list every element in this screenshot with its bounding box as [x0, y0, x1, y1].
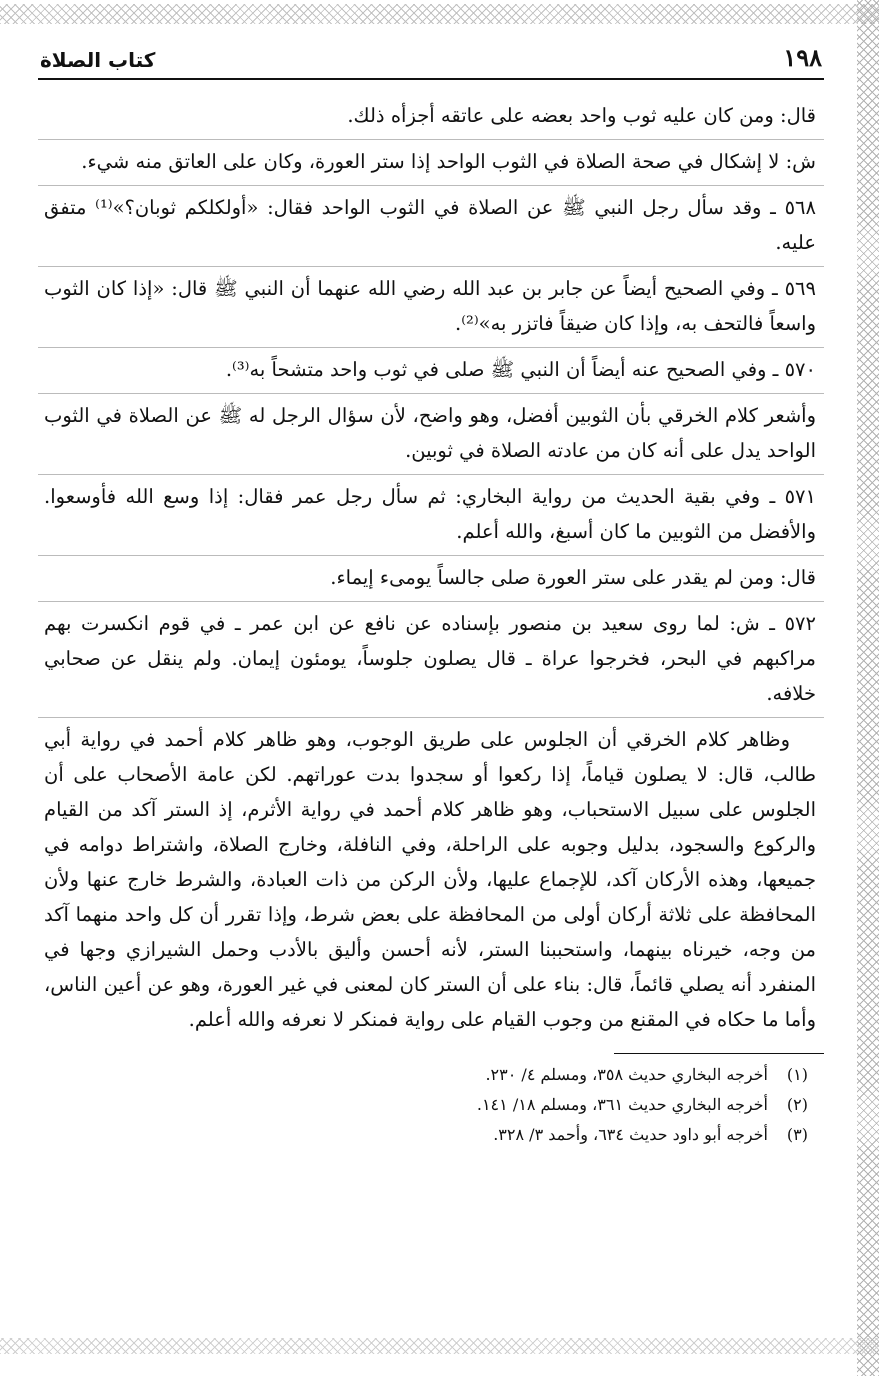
footnote-number: (١)	[786, 1065, 808, 1084]
decorative-bottom-border	[0, 1338, 879, 1354]
paragraph-hadith-571: ٥٧١ ـ وفي بقية الحديث من رواية البخاري: ثم سأل رجل عمر فقال: إذا وسع الله فأوسعوا. والأفضل من الثوبين ما كان أسبغ، والله أعلم.	[38, 474, 824, 555]
paragraph-hadith-568: ٥٦٨ ـ وقد سأل رجل النبي ﷺ عن الصلاة في الثوب الواحد فقال: «أولكلكم ثوبان؟»⁽¹⁾ متفق عليه.	[38, 185, 824, 266]
footnote-item	[38, 1060, 824, 1090]
footnote-number: (٢)	[786, 1095, 808, 1114]
book-page	[38, 40, 824, 1150]
book-title: كتاب الصلاة	[40, 48, 156, 72]
footnote-separator	[614, 1053, 824, 1054]
footnote-text: أخرجه أبو داود حديث ٦٣٤، وأحمد ٣/ ٣٢٨.	[493, 1125, 768, 1144]
paragraph-commentary-single-garment: ش: لا إشكال في صحة الصلاة في الثوب الواحد إذا ستر العورة، وكان على العاتق منه شيء.	[38, 139, 824, 185]
paragraph-discussion: وظاهر كلام الخرقي أن الجلوس على طريق الوجوب، وهو ظاهر كلام أحمد في رواية أبي طالب، قال: لا يصلون قياماً، إذا ركعوا أو سجدوا بدت عوراتهم. لكن عامة الأصحاب على أن الجلوس على سبيل الاستحباب، وهو ظاهر كلام أحمد في رواية الأثرم، إذ الستر آكد من القيام والركوع والسجود، بدليل وجوبه على الراحلة، وفي النافلة، وخارج الصلاة، واشتراط دوامه في جميعها، وهذه الأركان آكد، للإجماع عليها، ولأن الركن من ذات العبادة، والشرط خارج عنها ولأن المحافظة على ثلاثة أركان أولى من المحافظة على بعض شرط، وإذا تقرر أن كل واحد منهما آكد من وجه، خيرناه بينهما، واستحببنا الستر، لأنه أحسن وأليق بالأدب وحمل الشيرازي وجها في المنفرد أنه يصلي قائماً، قال: بناء على أن الستر كان لمعنى في غير العورة، وهو عن أعين الناس، وأما ما حكاه في المقنع من وجوب القيام على رواية فمنكر لا نعرفه والله أعلم.	[38, 717, 824, 1043]
page-header	[38, 40, 824, 80]
paragraph-qal-single-garment: قال: ومن كان عليه ثوب واحد بعضه على عاتقه أجزأه ذلك.	[347, 104, 816, 127]
paragraph-two-garments: وأشعر كلام الخرقي بأن الثوبين أفضل، وهو واضح، لأن سؤال الرجل له ﷺ عن الصلاة في الثوب الواحد يدل على أنه كان من عادته الصلاة في ثوبين.	[38, 393, 824, 474]
paragraph-hadith-569: ٥٦٩ ـ وفي الصحيح أيضاً عن جابر بن عبد الله رضي الله عنهما أن النبي ﷺ قال: «إذا كان الثوب واسعاً فالتحف به، وإذا كان ضيقاً فاتزر به»⁽²⁾.	[38, 266, 824, 347]
decorative-right-border	[857, 0, 879, 1376]
footnotes	[38, 1060, 824, 1150]
decorative-top-border	[0, 4, 879, 24]
page-number: ١٩٨	[783, 43, 822, 72]
footnote-item	[38, 1120, 824, 1150]
footnote-number: (٣)	[786, 1125, 808, 1144]
footnote-text: أخرجه البخاري حديث ٣٥٨، ومسلم ٤/ ٢٣٠.	[485, 1065, 768, 1084]
paragraph-hadith-570: ٥٧٠ ـ وفي الصحيح عنه أيضاً أن النبي ﷺ صلى في ثوب واحد متشحاً به⁽³⁾.	[38, 347, 824, 393]
footnote-text: أخرجه البخاري حديث ٣٦١، ومسلم ١٨/ ١٤١.	[476, 1095, 768, 1114]
page-content	[38, 94, 824, 1043]
paragraph-hadith-572: ٥٧٢ ـ ش: لما روى سعيد بن منصور بإسناده عن نافع عن ابن عمر ـ في قوم انكسرت بهم مراكبهم في البحر، فخرجوا عراة ـ قال يصلون جلوساً، يومئون إيمان. ولم ينقل عن صحابي خلافه.	[38, 601, 824, 717]
paragraph-qal-sitting-prayer: قال: ومن لم يقدر على ستر العورة صلى جالساً يومىء إيماء.	[38, 555, 824, 601]
footnote-item	[38, 1090, 824, 1120]
